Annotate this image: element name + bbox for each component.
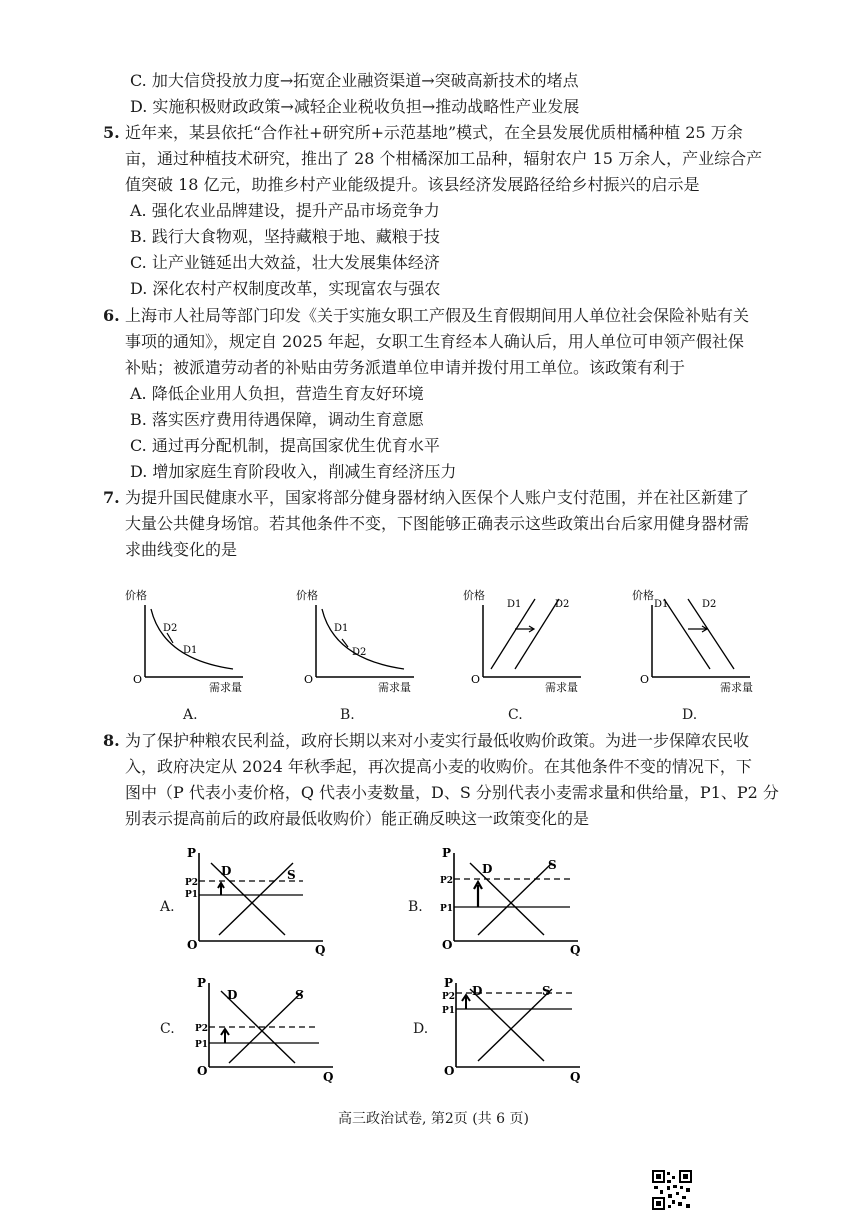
q7-option-d-label: D. bbox=[682, 707, 698, 723]
origin-label: O bbox=[640, 673, 650, 686]
axis-x-label: 需求量 bbox=[545, 681, 578, 694]
p1-label: P1 bbox=[195, 1040, 209, 1050]
axis-x-label: Q bbox=[315, 943, 326, 957]
origin-label: O bbox=[471, 673, 481, 686]
p2-label: P2 bbox=[185, 878, 199, 888]
origin-label: O bbox=[304, 673, 314, 686]
qr-code-icon bbox=[652, 1170, 692, 1210]
q7-graph-a bbox=[125, 585, 255, 695]
q8-stem-line: 图中（P 代表小麦价格，Q 代表小麦数量，D、S 分别代表小麦需求量和供给量，P1、P2 分 bbox=[125, 783, 779, 802]
q5-option-d: D. 深化农村产权制度改革，实现富农与强农 bbox=[130, 279, 441, 298]
q7-option-b-label: B. bbox=[340, 707, 355, 723]
axis-x-label: Q bbox=[570, 1070, 581, 1084]
q8-option-b-label: B. bbox=[408, 899, 423, 915]
q7-number: 7. bbox=[103, 488, 120, 507]
shift-arrow bbox=[221, 1029, 229, 1043]
demand-line bbox=[470, 989, 544, 1061]
q6-option-d: D. 增加家庭生育阶段收入，削减生育经济压力 bbox=[130, 462, 457, 481]
curve-label: D1 bbox=[183, 645, 198, 656]
q8-graph-c bbox=[195, 975, 345, 1085]
q7-stem-line: 求曲线变化的是 bbox=[125, 540, 238, 559]
q5-stem-line: 值突破 18 亿元，助推乡村产业能级提升。该县经济发展路径给乡村振兴的启示是 bbox=[125, 175, 700, 194]
q8-graph-d bbox=[442, 975, 592, 1085]
p1-label: P1 bbox=[442, 1006, 456, 1016]
supply-label: S bbox=[287, 868, 296, 882]
p2-label: P2 bbox=[440, 876, 454, 886]
q4-option-c: C. 加大信贷投放力度→拓宽企业融资渠道→突破高新技术的堵点 bbox=[130, 71, 579, 90]
axis-y-label: 价格 bbox=[632, 589, 654, 602]
axis-y-label: P bbox=[197, 976, 207, 990]
demand-label: D bbox=[227, 988, 238, 1002]
q7-graph-c bbox=[463, 585, 593, 695]
demand-label: D bbox=[221, 864, 232, 878]
q6-option-a: A. 降低企业用人负担，营造生育友好环境 bbox=[130, 384, 424, 403]
q5-option-b: B. 践行大食物观，坚持藏粮于地、藏粮于技 bbox=[130, 227, 440, 246]
axis-x-label: 需求量 bbox=[720, 681, 753, 694]
axis-y-label: P bbox=[442, 846, 452, 860]
q4-option-d: D. 实施积极财政政策→减轻企业税收负担→推动战略性产业发展 bbox=[130, 97, 580, 116]
q5-number: 5. bbox=[103, 123, 120, 142]
curve-label: D1 bbox=[507, 599, 522, 610]
axis-x-label: 需求量 bbox=[378, 681, 411, 694]
q7-stem-line: 大量公共健身场馆。若其他条件不变，下图能够正确表示这些政策出台后家用健身器材需 bbox=[125, 514, 750, 533]
q8-option-a-label: A. bbox=[160, 899, 175, 915]
q6-number: 6. bbox=[103, 306, 120, 325]
q6-stem-line: 补贴；被派遣劳动者的补贴由劳务派遣单位申请并拨付用工单位。该政策有利于 bbox=[125, 358, 686, 377]
axis-x-label: Q bbox=[323, 1070, 334, 1084]
q8-stem-line: 为了保护种粮农民利益，政府长期以来对小麦实行最低收购价政策。为进一步保障农民收 bbox=[125, 731, 750, 750]
p1-label: P1 bbox=[440, 904, 454, 914]
q8-stem-line: 别表示提高前后的政府最低收购价）能正确反映这一政策变化的是 bbox=[125, 809, 590, 828]
q5-option-a: A. 强化农业品牌建设，提升产品市场竞争力 bbox=[130, 201, 440, 220]
axis-x-label: 需求量 bbox=[209, 681, 242, 694]
q5-stem-line: 近年来，某县依托“合作社+研究所+示范基地”模式，在全县发展优质柑橘种植 25 万余 bbox=[125, 123, 743, 142]
curve-label: D2 bbox=[702, 599, 717, 610]
q8-option-d-label: D. bbox=[413, 1021, 429, 1037]
q7-graph-b bbox=[296, 585, 426, 695]
origin-label: O bbox=[442, 938, 453, 952]
page-footer: 高三政治试卷, 第2页 (共 6 页) bbox=[338, 1111, 529, 1127]
curve-label: D1 bbox=[654, 599, 669, 610]
q8-graph-b bbox=[440, 845, 590, 955]
supply-line bbox=[478, 989, 552, 1061]
shift-arrow bbox=[218, 883, 224, 895]
q7-stem-line: 为提升国民健康水平，国家将部分健身器材纳入医保个人账户支付范围，并在社区新建了 bbox=[125, 488, 750, 507]
q5-option-c: C. 让产业链延出大效益，壮大发展集体经济 bbox=[130, 253, 440, 272]
shift-arrow bbox=[462, 995, 470, 1009]
axis-y-label: P bbox=[444, 976, 454, 990]
q6-stem-line: 上海市人社局等部门印发《关于实施女职工产假及生育假期间用人单位社会保险补贴有关 bbox=[125, 306, 750, 325]
origin-label: O bbox=[187, 938, 198, 952]
demand-label: D bbox=[482, 862, 493, 876]
q8-number: 8. bbox=[103, 731, 120, 750]
q8-stem-line: 入，政府决定从 2024 年秋季起，再次提高小麦的收购价。在其他条件不变的情况下，下 bbox=[125, 757, 752, 776]
demand-curve bbox=[515, 599, 559, 669]
q7-option-c-label: C. bbox=[508, 707, 523, 723]
axis-y-label: P bbox=[187, 846, 197, 860]
q6-option-c: C. 通过再分配机制，提高国家优生优育水平 bbox=[130, 436, 440, 455]
q5-stem-line: 亩，通过种植技术研究，推出了 28 个柑橘深加工品种，辐射农户 15 万余人，产业综合产 bbox=[125, 149, 763, 168]
p2-label: P2 bbox=[195, 1024, 209, 1034]
demand-curve bbox=[151, 609, 233, 669]
q6-stem-line: 事项的通知》，规定自 2025 年起，女职工生育经本人确认后，用人单位可申领产假社保 bbox=[125, 332, 744, 351]
demand-curve bbox=[322, 609, 404, 669]
q8-option-c-label: C. bbox=[160, 1021, 175, 1037]
curve-label: D1 bbox=[334, 623, 349, 634]
q7-graph-d bbox=[632, 585, 762, 695]
supply-label: S bbox=[548, 858, 557, 872]
axis-y-label: 价格 bbox=[463, 589, 485, 602]
q8-graph-a bbox=[185, 845, 335, 955]
curve-label: D2 bbox=[163, 623, 178, 634]
curve-label: D2 bbox=[555, 599, 570, 610]
origin-label: O bbox=[197, 1064, 208, 1078]
q6-option-b: B. 落实医疗费用待遇保障，调动生育意愿 bbox=[130, 410, 424, 429]
p1-label: P1 bbox=[185, 890, 199, 900]
origin-label: O bbox=[133, 673, 143, 686]
axis-y-label: 价格 bbox=[125, 589, 147, 602]
origin-label: O bbox=[444, 1064, 455, 1078]
q7-option-a-label: A. bbox=[183, 707, 198, 723]
axis-x-label: Q bbox=[570, 943, 581, 957]
curve-label: D2 bbox=[352, 647, 367, 658]
shift-arrow bbox=[474, 882, 482, 907]
demand-label: D bbox=[472, 984, 483, 998]
supply-label: S bbox=[542, 984, 551, 998]
supply-label: S bbox=[295, 988, 304, 1002]
p2-label: P2 bbox=[442, 992, 456, 1002]
axis-y-label: 价格 bbox=[296, 589, 318, 602]
